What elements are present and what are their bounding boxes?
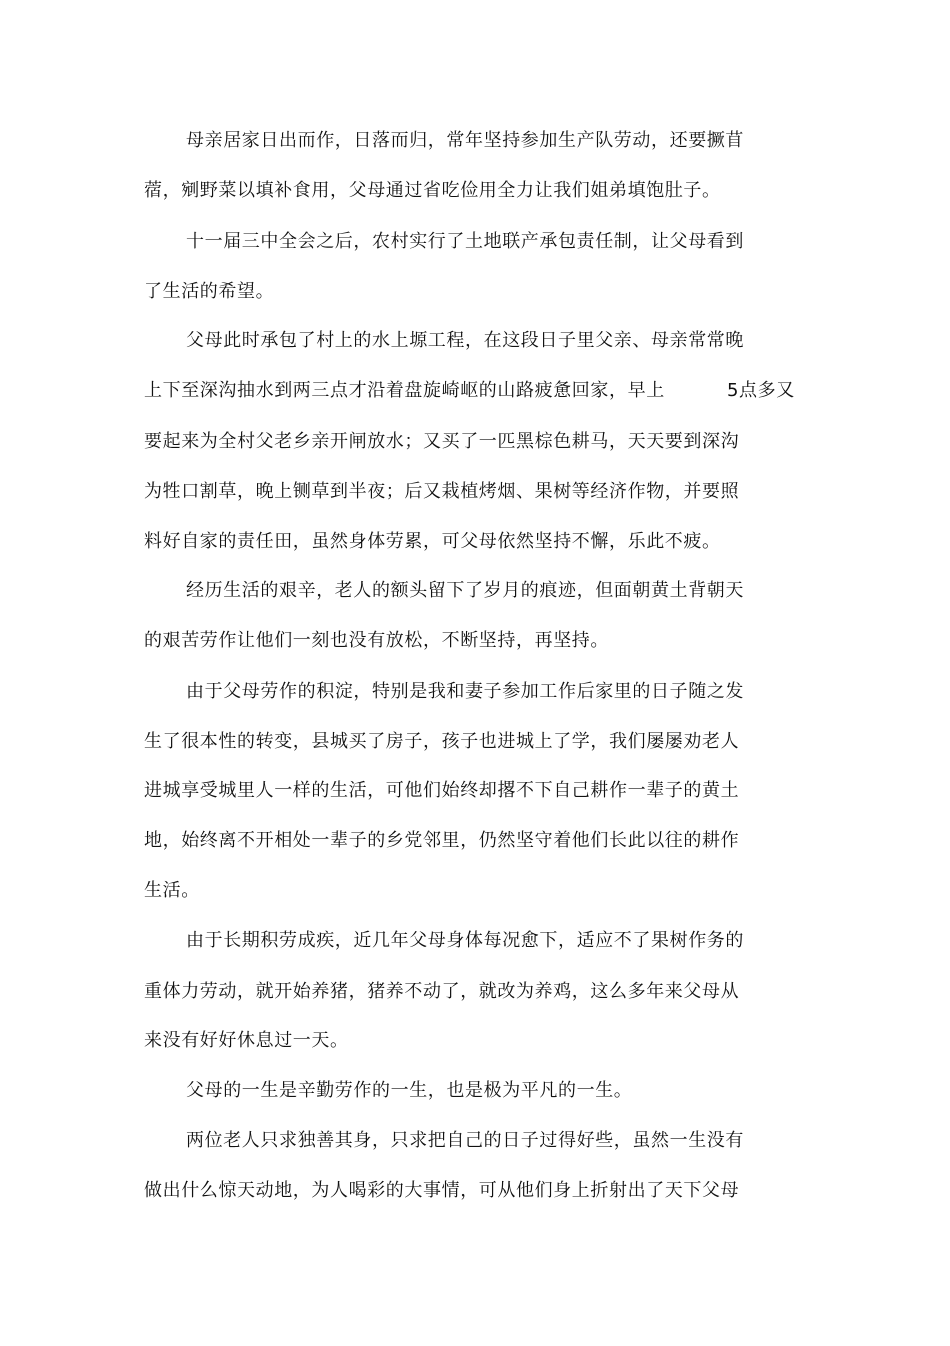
text-line: 由于长期积劳成疾，近几年父母身体每况愈下，适应不了果树作务的 <box>186 930 744 951</box>
text-line: 地，始终离不开相处一辈子的乡党邻里，仍然坚守着他们长此以往的耕作 <box>144 830 740 851</box>
text-line: 母亲居家日出而作，日落而归，常年坚持参加生产队劳动，还要撅苜 <box>186 130 744 151</box>
text-line: 来没有好好休息过一天。 <box>144 1030 349 1051</box>
text-line: 进城享受城里人一样的生活，可他们始终却撂不下自己耕作一辈子的黄土 <box>144 780 740 801</box>
text-line: 十一届三中全会之后，农村实行了土地联产承包责任制，让父母看到 <box>186 231 744 252</box>
text-line: 重体力劳动，就开始养猪，猪养不动了，就改为养鸡，这么多年来父母从 <box>144 981 740 1002</box>
text-line: 料好自家的责任田，虽然身体劳累，可父母依然坚持不懈，乐此不疲。 <box>144 531 721 552</box>
text-line: 了生活的希望。 <box>144 281 275 302</box>
text-line: 为牲口割草，晚上铡草到半夜；后又栽植烤烟、果树等经济作物，并要照 <box>144 481 740 502</box>
text-line: 生了很本性的转变，县城买了房子，孩子也进城上了学，我们屡屡劝老人 <box>144 731 740 752</box>
text-line: 由于父母劳作的积淀，特别是我和妻子参加工作后家里的日子随之发 <box>186 681 744 702</box>
text-line: 的艰苦劳作让他们一刻也没有放松，不断坚持，再坚持。 <box>144 630 609 651</box>
text-line: 要起来为全村父老乡亲开闸放水；又买了一匹黑棕色耕马，天天要到深沟 <box>144 431 740 452</box>
text-line: 生活。 <box>144 880 200 901</box>
text-line: 父母此时承包了村上的水上塬工程，在这段日子里父亲、母亲常常晚 <box>186 330 744 351</box>
text-line: 经历生活的艰辛，老人的额头留下了岁月的痕迹，但面朝黄土背朝天 <box>186 580 744 601</box>
text-line-fragment: 5点多又 <box>727 380 795 401</box>
text-line: 蓿，剜野菜以填补食用，父母通过省吃俭用全力让我们姐弟填饱肚子。 <box>144 180 721 201</box>
text-line: 做出什么惊天动地，为人喝彩的大事情，可从他们身上折射出了天下父母 <box>144 1180 740 1201</box>
text-line: 父母的一生是辛勤劳作的一生，也是极为平凡的一生。 <box>186 1080 633 1101</box>
text-line: 上下至深沟抽水到两三点才沿着盘旋崎岖的山路疲惫回家，早上 <box>144 380 665 401</box>
text-line: 两位老人只求独善其身，只求把自己的日子过得好些，虽然一生没有 <box>186 1130 744 1151</box>
